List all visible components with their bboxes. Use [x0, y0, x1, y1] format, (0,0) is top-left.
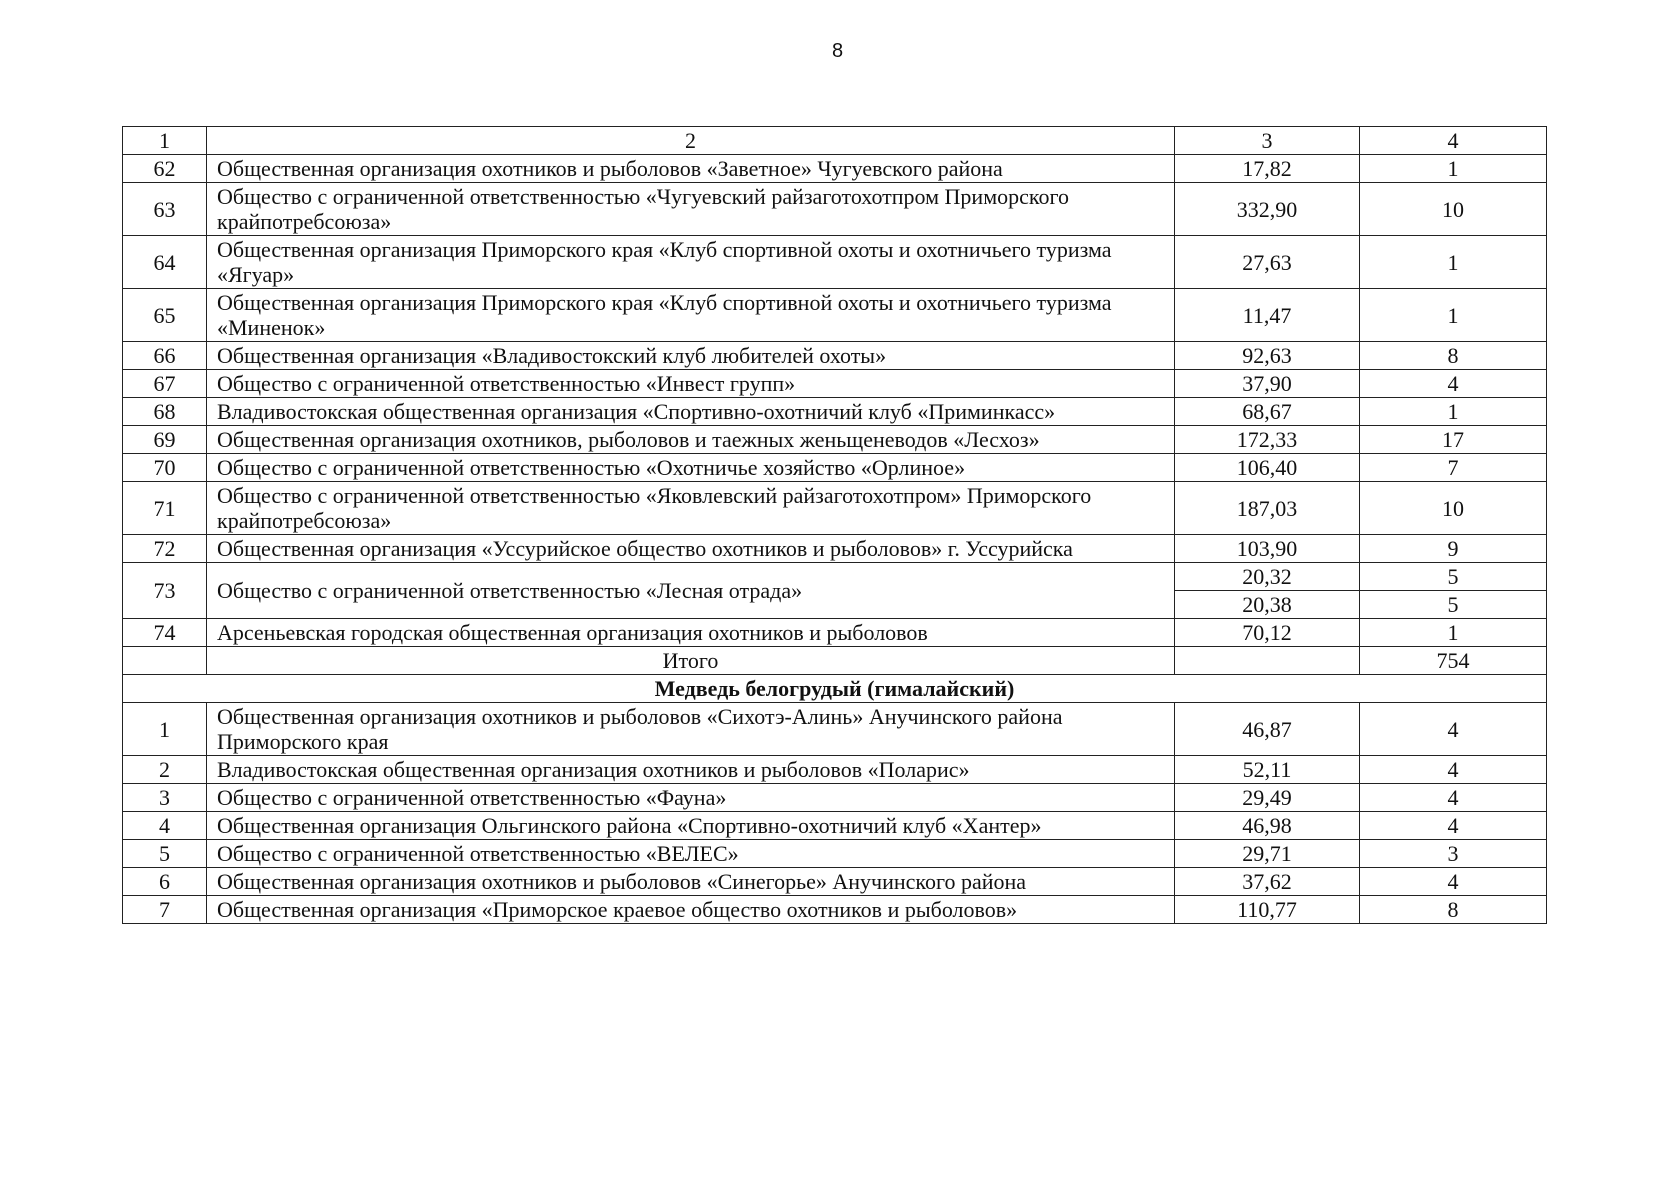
table-row — [123, 840, 1547, 868]
quota-count: 8 — [1360, 342, 1547, 370]
organization-name: Общественная организация Приморского края «Клуб спортивной охоты и охотничьего туризма «Миненок» — [207, 289, 1175, 342]
organization-name: Общественная организация охотников и рыболовов «Сихотэ-Алинь» Анучинского района Приморского края — [207, 703, 1175, 756]
area-value: 103,90 — [1175, 535, 1360, 563]
quota-count: 1 — [1360, 236, 1547, 289]
table-row — [123, 868, 1547, 896]
quota-count: 4 — [1360, 370, 1547, 398]
quota-count: 1 — [1360, 155, 1547, 183]
table-row — [123, 398, 1547, 426]
organization-name: Общественная организация «Уссурийское общество охотников и рыболовов» г. Уссурийска — [207, 535, 1175, 563]
table-body-part2 — [123, 703, 1547, 924]
area-value: 27,63 — [1175, 236, 1360, 289]
total-value: 754 — [1360, 647, 1547, 675]
row-number: 69 — [123, 426, 207, 454]
table-row — [123, 812, 1547, 840]
organization-name: Общественная организация Ольгинского района «Спортивно-охотничий клуб «Хантер» — [207, 812, 1175, 840]
area-value: 106,40 — [1175, 454, 1360, 482]
row-number: 67 — [123, 370, 207, 398]
row-number: 70 — [123, 454, 207, 482]
column-header: 2 — [207, 127, 1175, 155]
section-header-row — [123, 675, 1547, 703]
area-value: 187,03 — [1175, 482, 1360, 535]
quota-count: 4 — [1360, 703, 1547, 756]
row-number: 5 — [123, 840, 207, 868]
area-value: 17,82 — [1175, 155, 1360, 183]
organization-name: Общественная организация «Приморское краевое общество охотников и рыболовов» — [207, 896, 1175, 924]
organization-name: Владивостокская общественная организация охотников и рыболовов «Поларис» — [207, 756, 1175, 784]
row-number: 4 — [123, 812, 207, 840]
area-value: 332,90 — [1175, 183, 1360, 236]
quota-count: 4 — [1360, 812, 1547, 840]
organization-name: Общественная организация Приморского края «Клуб спортивной охоты и охотничьего туризма «Ягуар» — [207, 236, 1175, 289]
quota-count: 1 — [1360, 289, 1547, 342]
organization-name: Общественная организация охотников и рыболовов «Синегорье» Анучинского района — [207, 868, 1175, 896]
area-value: 11,47 — [1175, 289, 1360, 342]
quota-count: 1 — [1360, 619, 1547, 647]
total-row — [123, 647, 1547, 675]
quota-count: 5 — [1360, 591, 1547, 619]
quota-count: 4 — [1360, 868, 1547, 896]
table-row — [123, 535, 1547, 563]
table-row — [123, 183, 1547, 236]
row-number: 73 — [123, 563, 207, 619]
area-value: 70,12 — [1175, 619, 1360, 647]
quota-count: 1 — [1360, 398, 1547, 426]
table-row — [123, 482, 1547, 535]
total-empty-cell — [1175, 647, 1360, 675]
row-number: 1 — [123, 703, 207, 756]
area-value: 46,87 — [1175, 703, 1360, 756]
column-header: 1 — [123, 127, 207, 155]
organization-name: Общественная организация охотников и рыболовов «Заветное» Чугуевского района — [207, 155, 1175, 183]
row-number: 62 — [123, 155, 207, 183]
organization-name: Общество с ограниченной ответственностью «Чугуевский райзаготохотпром Приморского крайпотребсоюза» — [207, 183, 1175, 236]
area-value: 52,11 — [1175, 756, 1360, 784]
organization-name: Общественная организация охотников, рыболовов и таежных женьщеневодов «Лесхоз» — [207, 426, 1175, 454]
row-number: 63 — [123, 183, 207, 236]
quota-count: 3 — [1360, 840, 1547, 868]
total-empty-cell — [123, 647, 207, 675]
page-number: 8 — [831, 40, 844, 62]
quota-count: 10 — [1360, 183, 1547, 236]
quota-count: 4 — [1360, 784, 1547, 812]
area-value: 20,38 — [1175, 591, 1360, 619]
area-value: 68,67 — [1175, 398, 1360, 426]
quota-count: 7 — [1360, 454, 1547, 482]
row-number: 3 — [123, 784, 207, 812]
area-value: 29,71 — [1175, 840, 1360, 868]
row-number: 74 — [123, 619, 207, 647]
row-number: 6 — [123, 868, 207, 896]
quota-count: 8 — [1360, 896, 1547, 924]
table-row — [123, 236, 1547, 289]
quota-count: 10 — [1360, 482, 1547, 535]
area-value: 172,33 — [1175, 426, 1360, 454]
organization-name: Общественная организация «Владивостокский клуб любителей охоты» — [207, 342, 1175, 370]
table-header-row — [123, 127, 1547, 155]
table-row — [123, 454, 1547, 482]
table-row — [123, 342, 1547, 370]
table-row — [123, 756, 1547, 784]
table-row — [123, 289, 1547, 342]
area-value: 20,32 — [1175, 563, 1360, 591]
quota-count: 4 — [1360, 756, 1547, 784]
table-row — [123, 155, 1547, 183]
quota-count: 9 — [1360, 535, 1547, 563]
area-value: 92,63 — [1175, 342, 1360, 370]
table-row — [123, 703, 1547, 756]
table-row — [123, 370, 1547, 398]
organization-name: Общество с ограниченной ответственностью «Яковлевский райзаготохотпром» Приморского крайпотребсоюза» — [207, 482, 1175, 535]
table-row — [123, 563, 1547, 591]
area-value: 37,62 — [1175, 868, 1360, 896]
organization-name: Общество с ограниченной ответственностью «Инвест групп» — [207, 370, 1175, 398]
table-row — [123, 896, 1547, 924]
column-header: 4 — [1360, 127, 1547, 155]
hunting-quota-table — [122, 126, 1547, 924]
area-value: 37,90 — [1175, 370, 1360, 398]
organization-name: Общество с ограниченной ответственностью «ВЕЛЕС» — [207, 840, 1175, 868]
quota-count: 17 — [1360, 426, 1547, 454]
table-row — [123, 784, 1547, 812]
row-number: 2 — [123, 756, 207, 784]
row-number: 7 — [123, 896, 207, 924]
area-value: 29,49 — [1175, 784, 1360, 812]
table-body-part1 — [123, 155, 1547, 563]
organization-name: Общество с ограниченной ответственностью «Фауна» — [207, 784, 1175, 812]
organization-name: Общество с ограниченной ответственностью «Лесная отрада» — [207, 563, 1175, 619]
organization-name: Владивостокская общественная организация «Спортивно-охотничий клуб «Приминкасс» — [207, 398, 1175, 426]
area-value: 46,98 — [1175, 812, 1360, 840]
row-number: 64 — [123, 236, 207, 289]
section-title: Медведь белогрудый (гималайский) — [123, 675, 1547, 703]
organization-name: Арсеньевская городская общественная организация охотников и рыболовов — [207, 619, 1175, 647]
row-number: 68 — [123, 398, 207, 426]
table-row — [123, 619, 1547, 647]
organization-name: Общество с ограниченной ответственностью «Охотничье хозяйство «Орлиное» — [207, 454, 1175, 482]
quota-count: 5 — [1360, 563, 1547, 591]
column-header: 3 — [1175, 127, 1360, 155]
table-row — [123, 426, 1547, 454]
total-label: Итого — [207, 647, 1175, 675]
row-number: 65 — [123, 289, 207, 342]
row-number: 66 — [123, 342, 207, 370]
area-value: 110,77 — [1175, 896, 1360, 924]
row-number: 71 — [123, 482, 207, 535]
row-number: 72 — [123, 535, 207, 563]
